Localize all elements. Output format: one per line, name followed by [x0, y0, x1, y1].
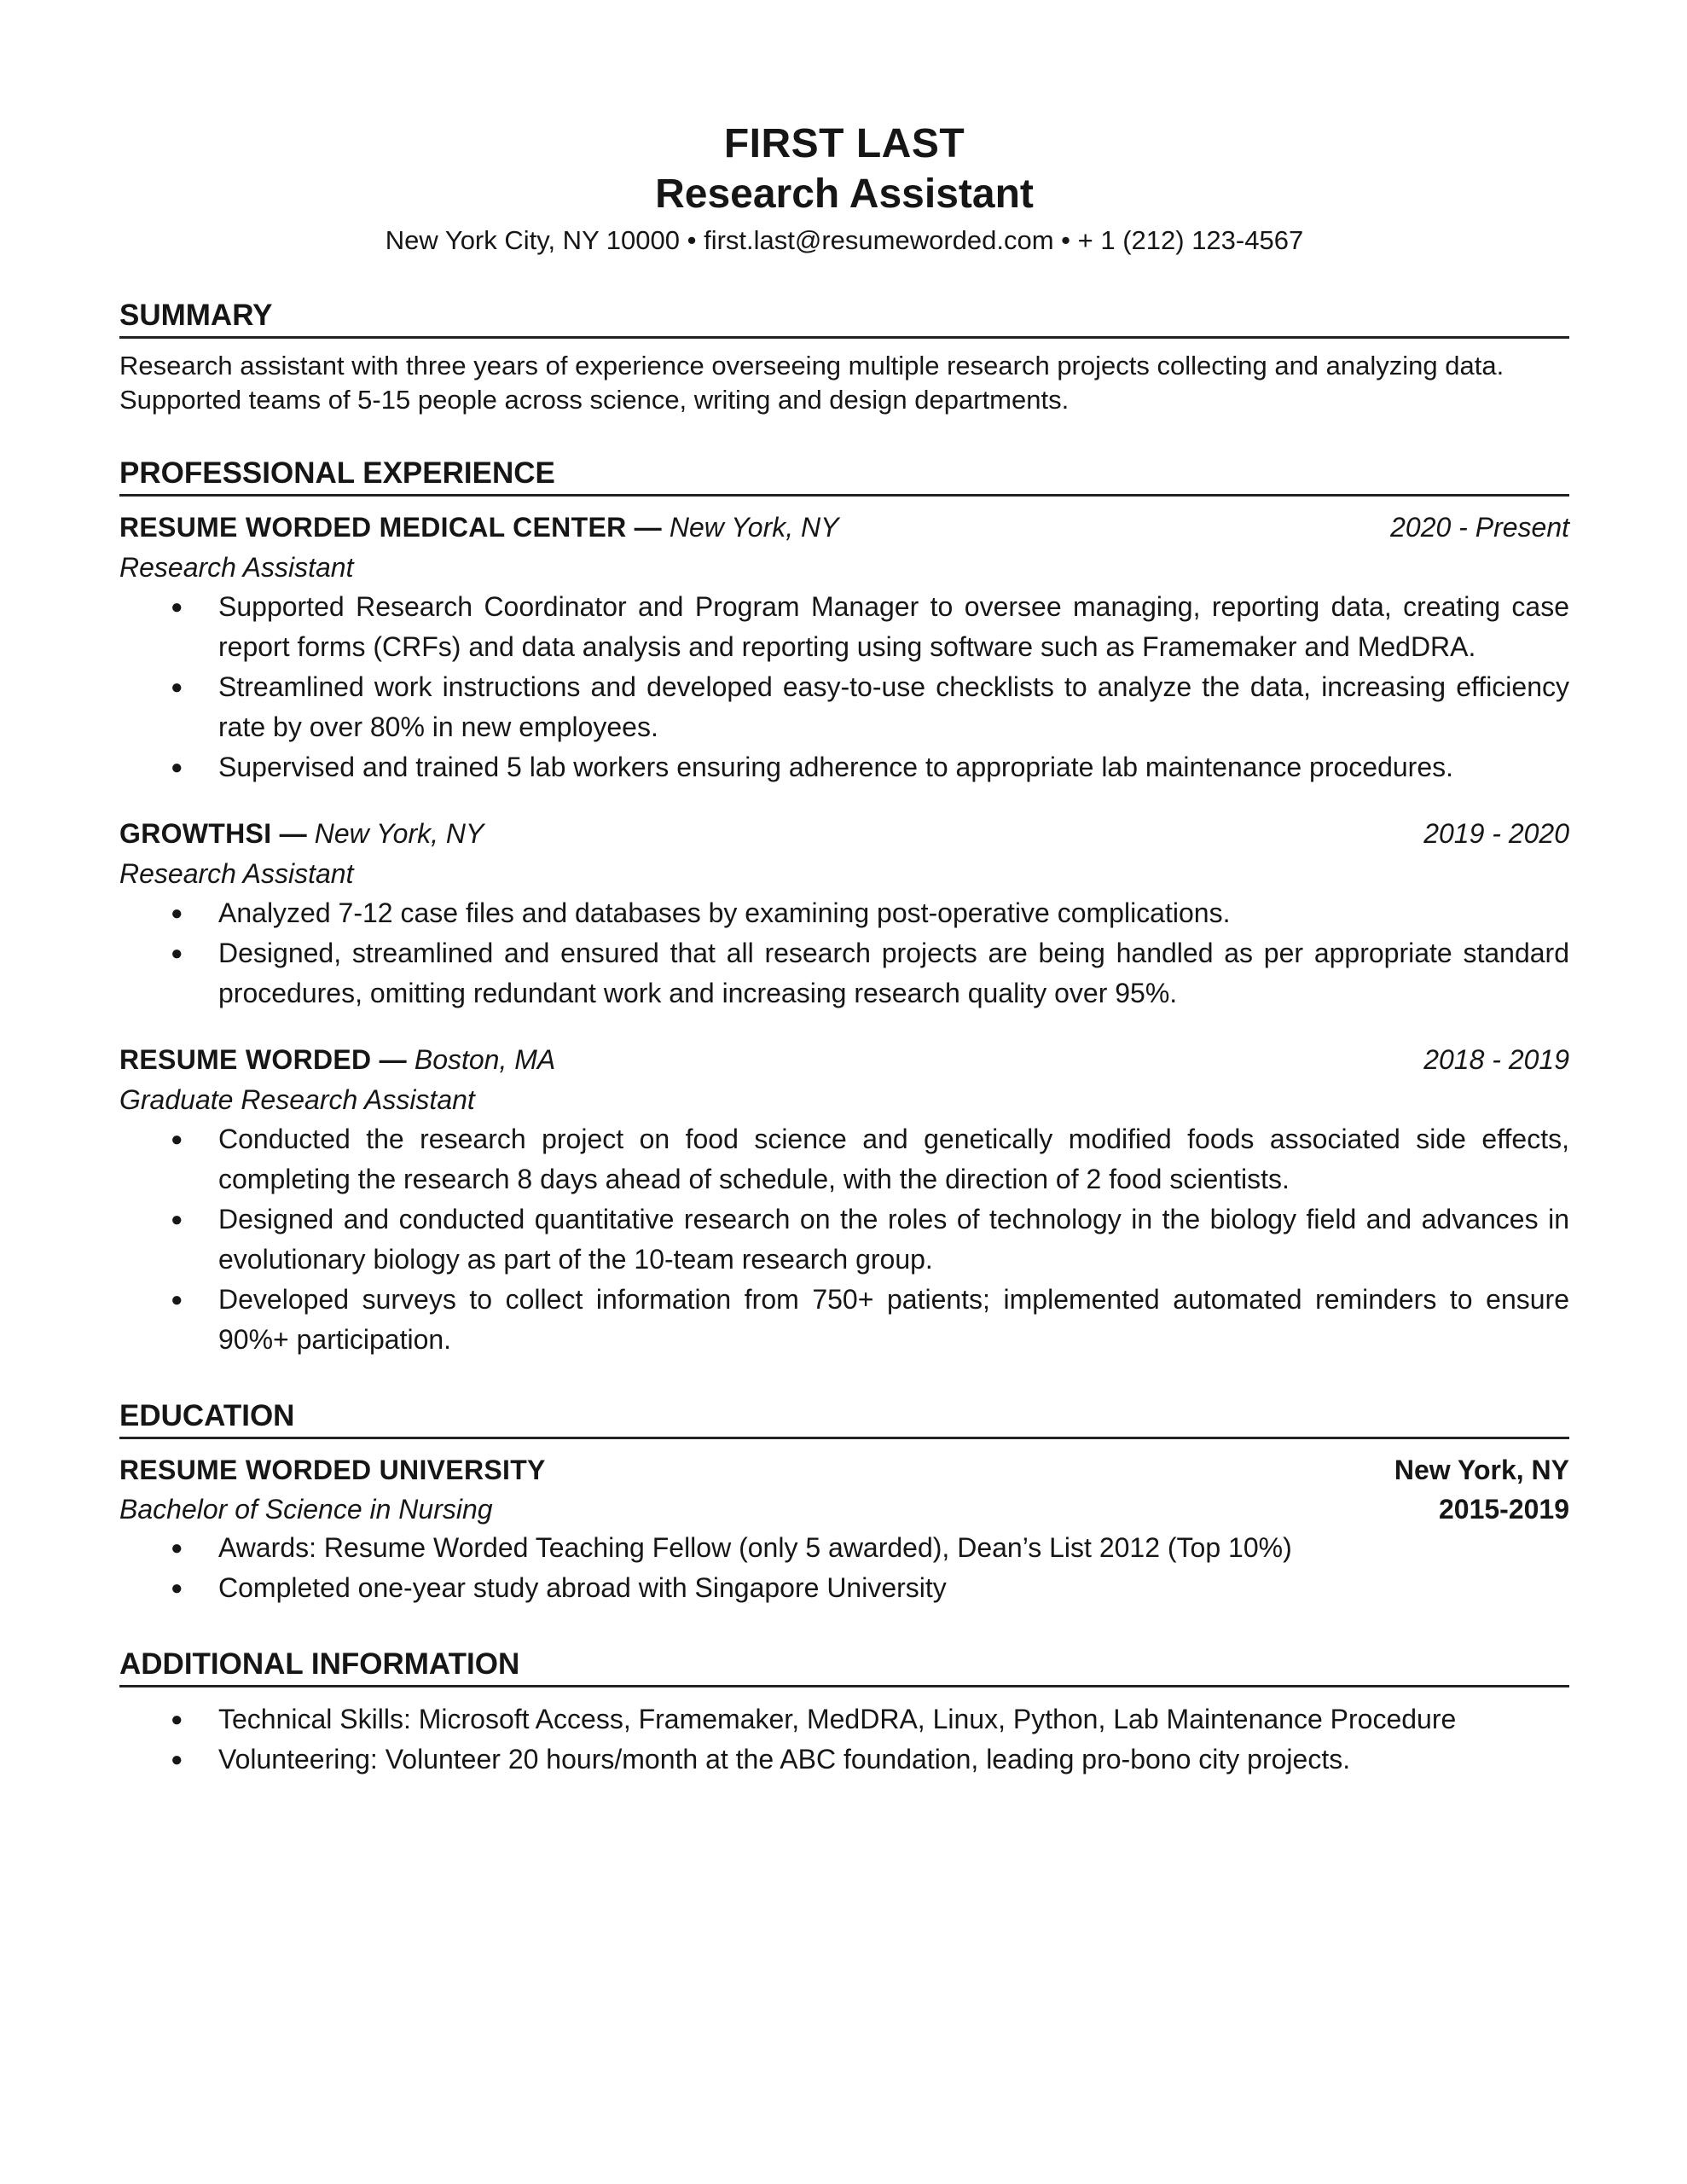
job-location: New York, NY — [669, 512, 839, 543]
bullet-item — [119, 933, 1569, 1014]
education-bullets — [119, 1528, 1569, 1608]
job-bullets — [119, 893, 1569, 1014]
bullet-item — [119, 667, 1569, 747]
job-location: Boston, MA — [414, 1044, 556, 1075]
bullet-icon: ● — [171, 1288, 183, 1311]
bullet-icon: ● — [171, 1748, 183, 1771]
bullet-icon: ● — [171, 756, 183, 779]
education-heading: EDUCATION — [119, 1397, 1569, 1439]
bullet-item — [119, 587, 1569, 667]
job-header-row — [119, 507, 1569, 548]
bullet-icon: ● — [171, 595, 183, 619]
bullet-icon: ● — [171, 1577, 183, 1600]
bullet-icon: ● — [171, 1128, 183, 1151]
bullet-text: Completed one-year study abroad with Singapore University — [218, 1572, 947, 1603]
bullet-icon: ● — [171, 676, 183, 699]
bullet-text: Designed and conducted quantitative research on the roles of technology in the biology field and advances in evolutionary biology as part of the 10-team research group. — [218, 1204, 1569, 1275]
bullet-text: Supported Research Coordinator and Program Manager to oversee managing, reporting data, creating case report forms (CRFs) and data analysis and reporting using software such as Framemaker and MedDRA. — [218, 591, 1569, 662]
job-entry — [119, 813, 1569, 1014]
bullet-text: Volunteering: Volunteer 20 hours/month at the ABC foundation, leading pro-bono city projects. — [218, 1744, 1351, 1774]
bullet-item — [119, 893, 1569, 933]
bullet-text: Designed, streamlined and ensured that all research projects are being handled as per appropriate standard procedures, omitting redundant work and increasing research quality over 95%. — [218, 938, 1569, 1008]
job-header-row — [119, 1039, 1569, 1080]
candidate-name: FIRST LAST — [723, 121, 965, 166]
job-location: New York, NY — [314, 818, 484, 849]
experience-section — [119, 455, 1569, 1360]
job-role: Graduate Research Assistant — [119, 1084, 475, 1115]
bullet-item — [119, 1280, 1569, 1360]
bullet-icon: ● — [171, 1536, 183, 1560]
job-header-row — [119, 813, 1569, 854]
job-entry — [119, 507, 1569, 787]
experience-heading: PROFESSIONAL EXPERIENCE — [119, 455, 1569, 497]
job-employer: RESUME WORDED — — [119, 1044, 407, 1075]
job-bullets — [119, 1119, 1569, 1360]
job-employer: GROWTHSI — — [119, 818, 307, 849]
summary-heading: SUMMARY — [119, 297, 1569, 339]
resume-header — [119, 119, 1569, 259]
bullet-text: Technical Skills: Microsoft Access, Framemaker, MedDRA, Linux, Python, Lab Maintenance Procedure — [218, 1704, 1457, 1734]
education-school-row — [119, 1449, 1569, 1490]
resume-page — [119, 119, 1569, 1780]
additional-bullets — [119, 1699, 1569, 1780]
summary-text: Research assistant with three years of experience overseeing multiple research projects collecting and analyzing data. Supported teams of 5-15 people across science, writing and design departments. — [119, 351, 1504, 415]
job-dates: 2018 - 2019 — [1423, 1044, 1569, 1075]
bullet-item — [119, 1568, 1569, 1608]
bullet-text: Conducted the research project on food science and genetically modified foods associated side effects, completing the research 8 days ahead of schedule, with the direction of 2 food scientists. — [218, 1124, 1569, 1194]
additional-heading: ADDITIONAL INFORMATION — [119, 1646, 1569, 1687]
bullet-item — [119, 747, 1569, 787]
job-role: Research Assistant — [119, 858, 354, 889]
bullet-text: Streamlined work instructions and developed easy-to-use checklists to analyze the data, increasing efficiency rate by over 80% in new employees. — [218, 671, 1569, 742]
bullet-item — [119, 1199, 1569, 1280]
bullet-item — [119, 1119, 1569, 1199]
job-employer: RESUME WORDED MEDICAL CENTER — — [119, 512, 662, 543]
bullet-item — [119, 1740, 1569, 1780]
bullet-item — [119, 1528, 1569, 1568]
bullet-icon: ● — [171, 1708, 183, 1731]
bullet-text: Analyzed 7-12 case files and databases by examining post-operative complications. — [218, 897, 1231, 928]
education-degree-row — [119, 1490, 1569, 1528]
bullet-icon: ● — [171, 1208, 183, 1231]
job-dates: 2020 - Present — [1390, 512, 1569, 543]
education-location: New York, NY — [1394, 1455, 1569, 1485]
bullet-text: Awards: Resume Worded Teaching Fellow (only 5 awarded), Dean’s List 2012 (Top 10%) — [218, 1532, 1292, 1563]
education-school: RESUME WORDED UNIVERSITY — [119, 1455, 546, 1485]
job-entry — [119, 1039, 1569, 1360]
job-bullets — [119, 587, 1569, 787]
bullet-icon: ● — [171, 942, 183, 965]
additional-section — [119, 1646, 1569, 1780]
bullet-text: Developed surveys to collect information from 750+ patients; implemented automated reminders to ensure 90%+ participation. — [218, 1284, 1569, 1355]
contact-line: New York City, NY 10000 • first.last@resumeworded.com • + 1 (212) 123-4567 — [385, 225, 1304, 255]
education-dates: 2015-2019 — [1438, 1494, 1569, 1525]
job-dates: 2019 - 2020 — [1423, 818, 1569, 849]
candidate-title: Research Assistant — [655, 171, 1034, 217]
summary-section — [119, 297, 1569, 417]
bullet-icon: ● — [171, 902, 183, 925]
bullet-item — [119, 1699, 1569, 1740]
bullet-text: Supervised and trained 5 lab workers ensuring adherence to appropriate lab maintenance procedures. — [218, 752, 1454, 782]
education-degree: Bachelor of Science in Nursing — [119, 1494, 493, 1525]
job-role: Research Assistant — [119, 552, 354, 583]
education-section — [119, 1397, 1569, 1608]
